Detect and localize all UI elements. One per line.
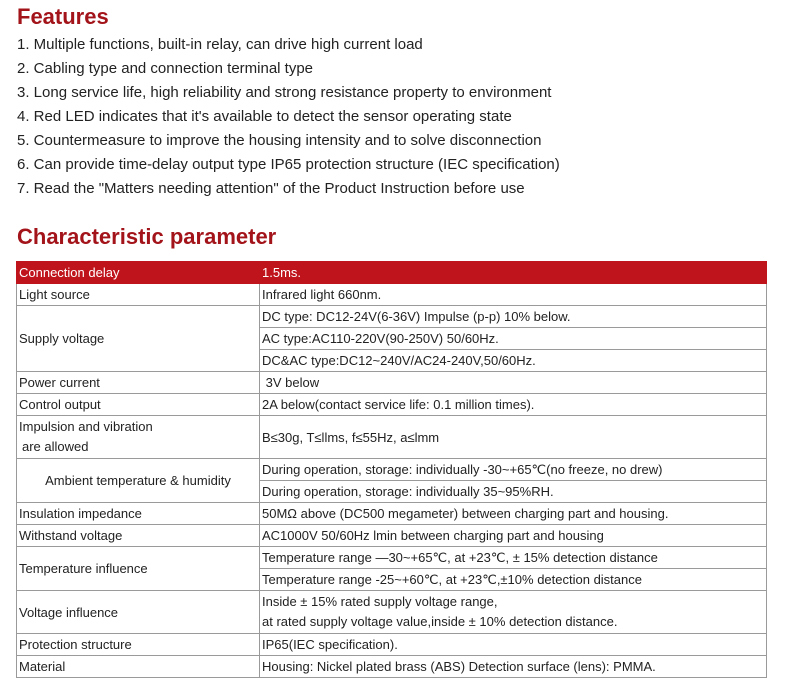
- param-name: Voltage influence: [17, 591, 260, 634]
- param-value: 1.5ms.: [260, 262, 767, 284]
- param-name: Connection delay: [17, 262, 260, 284]
- param-value: DC type: DC12-24V(6-36V) Impulse (p-p) 10% below.: [260, 306, 767, 328]
- feature-item: 1. Multiple functions, built-in relay, can drive high current load: [17, 36, 423, 53]
- table-row: [17, 525, 767, 547]
- param-value: During operation, storage: individually 35~95%RH.: [260, 481, 767, 503]
- param-name: Protection structure: [17, 634, 260, 656]
- param-value: Temperature range —30~+65℃, at +23℃, ± 15% detection distance: [260, 547, 767, 569]
- table-row: [17, 591, 767, 634]
- table-row: [17, 459, 767, 481]
- param-name: Insulation impedance: [17, 503, 260, 525]
- param-name: Temperature influence: [17, 547, 260, 591]
- param-value: IP65(IEC specification).: [260, 634, 767, 656]
- table-header-row: [17, 262, 767, 284]
- table-row: [17, 284, 767, 306]
- param-name: Supply voltage: [17, 306, 260, 372]
- param-name: Light source: [17, 284, 260, 306]
- table-row: [17, 416, 767, 459]
- param-name: Withstand voltage: [17, 525, 260, 547]
- param-value: During operation, storage: individually -30~+65℃(no freeze, no drew): [260, 459, 767, 481]
- feature-item: 7. Read the "Matters needing attention" of the Product Instruction before use: [17, 180, 525, 197]
- param-value: Housing: Nickel plated brass (ABS) Detection surface (lens): PMMA.: [260, 656, 767, 678]
- param-name-line: are allowed: [22, 439, 89, 454]
- table-row: [17, 503, 767, 525]
- param-value: Temperature range -25~+60℃, at +23℃,±10% detection distance: [260, 569, 767, 591]
- param-value: DC&AC type:DC12~240V/AC24-240V,50/60Hz.: [260, 350, 767, 372]
- parameters-table: [16, 261, 767, 678]
- param-value: B≤30g, T≤llms, f≤55Hz, a≤lmm: [260, 416, 767, 459]
- param-name: [17, 416, 260, 459]
- table-row: [17, 306, 767, 328]
- table-row: [17, 656, 767, 678]
- param-name: Power current: [17, 372, 260, 394]
- feature-item: 4. Red LED indicates that it's available to detect the sensor operating state: [17, 108, 512, 125]
- param-value: AC type:AC110-220V(90-250V) 50/60Hz.: [260, 328, 767, 350]
- param-name: Material: [17, 656, 260, 678]
- param-value: [260, 591, 767, 634]
- param-name-line: Impulsion and vibration: [19, 419, 153, 434]
- table-row: [17, 634, 767, 656]
- param-value-line: at rated supply voltage value,inside ± 10% detection distance.: [262, 614, 618, 629]
- param-value: Infrared light 660nm.: [260, 284, 767, 306]
- param-value: 3V below: [260, 372, 767, 394]
- features-heading: Features: [17, 4, 109, 29]
- param-value-line: Inside ± 15% rated supply voltage range,: [262, 594, 498, 609]
- table-row: [17, 394, 767, 416]
- feature-item: 3. Long service life, high reliability and strong resistance property to environment: [17, 84, 552, 101]
- table-row: [17, 372, 767, 394]
- param-value: 50MΩ above (DC500 megameter) between charging part and housing.: [260, 503, 767, 525]
- table-row: [17, 547, 767, 569]
- parameters-heading: Characteristic parameter: [17, 224, 277, 249]
- feature-list: [17, 35, 560, 203]
- param-name: Control output: [17, 394, 260, 416]
- param-value: 2A below(contact service life: 0.1 million times).: [260, 394, 767, 416]
- param-name: Ambient temperature & humidity: [17, 459, 260, 503]
- feature-item: 2. Cabling type and connection terminal type: [17, 60, 314, 77]
- feature-item: 6. Can provide time-delay output type IP65 protection structure (IEC specification): [17, 156, 560, 173]
- feature-item: 5. Countermeasure to improve the housing intensity and to solve disconnection: [17, 132, 542, 149]
- param-value: AC1000V 50/60Hz lmin between charging part and housing: [260, 525, 767, 547]
